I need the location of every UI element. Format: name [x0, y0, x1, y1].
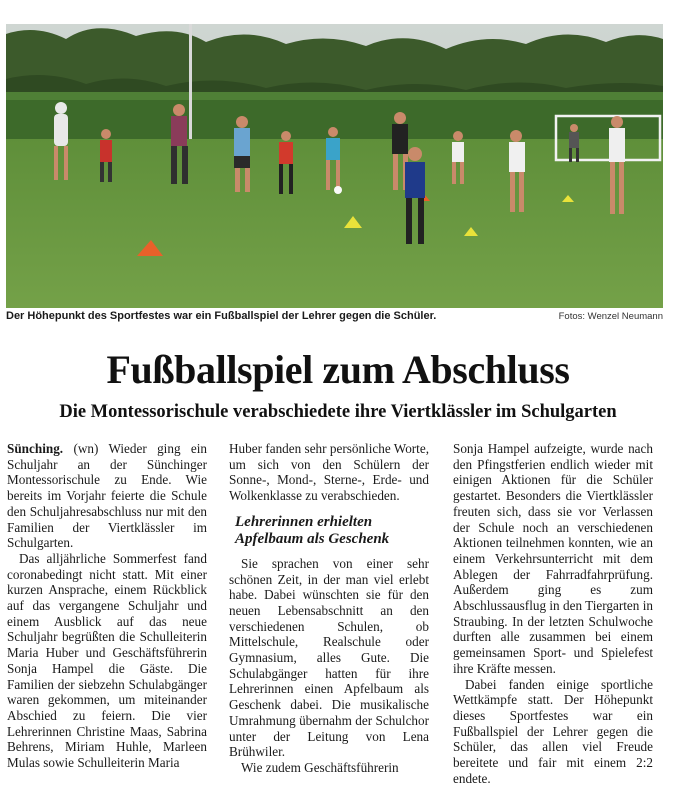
- article-photo: [6, 24, 663, 308]
- photo-caption-row: [6, 310, 663, 328]
- article-paragraph: [7, 441, 207, 551]
- article-paragraph: Sonja Hampel aufzeigte, wurde nach den Pfingstferien endlich wieder mit einigen Aktionen für die Schüler gestartet. Besonders die Viertklässler freuten sich, dass sie vor Verlassen der Schule noch an verschiedenen Aktionen teilnehmen konnten, wie an einem Verkehrsunterricht mit dem Ablegen der Fahrradfahrprüfung. Außerdem ging es zum Abschlussausflug in den Tiergarten in Straubing. In der letzten Schulwoche durften alle zusammen bei einem gemeinsamen Sport- und Spielefest ihre Kräfte messen.: [453, 441, 653, 676]
- article-column-1: [7, 441, 207, 771]
- article-subheading: Lehrerinnen erhielten Apfelbaum als Geschenk: [235, 513, 390, 547]
- dateline: Sünching.: [7, 441, 64, 456]
- headline: Fußballspiel zum Abschluss: [106, 347, 570, 392]
- article-column-2: [229, 441, 429, 776]
- paragraph-text: (wn) Wieder ging ein Schuljahr an der Sünchinger Montessorischule zu Ende. Wie bereits im Vorjahr feierte die Schule den Schuljahresabschluss nur mit den Familien der Viertklässler im Schulgarten.: [7, 441, 207, 551]
- article-paragraph: Huber fanden sehr persönliche Worte, um sich von den Schülern der Sonne-, Mond-, Sterne-, Erde- und Wolkenklasse zu verabschieden.: [229, 441, 429, 504]
- photo-caption: Der Höhepunkt des Sportfestes war ein Fußballspiel der Lehrer gegen die Schüler.: [6, 310, 437, 322]
- soccer-field-image: [6, 24, 663, 308]
- article-paragraph: Wie zudem Geschäftsführerin: [241, 759, 399, 775]
- photo-credit: Fotos: Wenzel Neumann: [558, 311, 663, 322]
- article-paragraph: Sie sprachen von einer sehr schönen Zeit, in der man viel erlebt habe. Dabei wünschten sie für den neuen Lebensabschnitt an den verschiedenen Schulen, ob Mittelschule, Realschule oder Gymnasium, alles Gute. Die Schulabgänger hatten für ihre Lehrerinnen einen Apfelbaum als Geschenk dabei. Die musikalische Umrahmung übernahm der Schulchor unter der Leitung von Lena Brühwiler.: [229, 555, 429, 760]
- subheadline: Die Montessorischule verabschiedete ihre Viertklässler im Schulgarten: [59, 402, 617, 422]
- article-paragraph: Dabei fanden einige sportliche Wettkämpfe statt. Der Höhepunkt dieses Sportfestes war ein Fußballspiel der Lehrer gegen die Schüler, das allen viel Freude bereitete und fair mit einem 2:2 endete.: [453, 676, 653, 786]
- article-column-3: [453, 441, 653, 786]
- article-paragraph: Das alljährliche Sommerfest fand coronabedingt nicht statt. Mit einer kurzen Ansprache, einem Rückblick auf das vergangene Schuljahr und einem Ausblick auf das neue Schuljahr begrüßten die Schulleiterin Maria Huber und Geschäftsführerin Sonja Hampel die Gäste. Die Familien der siebzehn Schulabgänger waren gekommen, um miteinander Abschied zu feiern. Die vier Lehrerinnen Christine Maas, Sabrina Behrens, Miriam Huhle, Marleen Mulas sowie Schulleiterin Maria: [7, 550, 207, 771]
